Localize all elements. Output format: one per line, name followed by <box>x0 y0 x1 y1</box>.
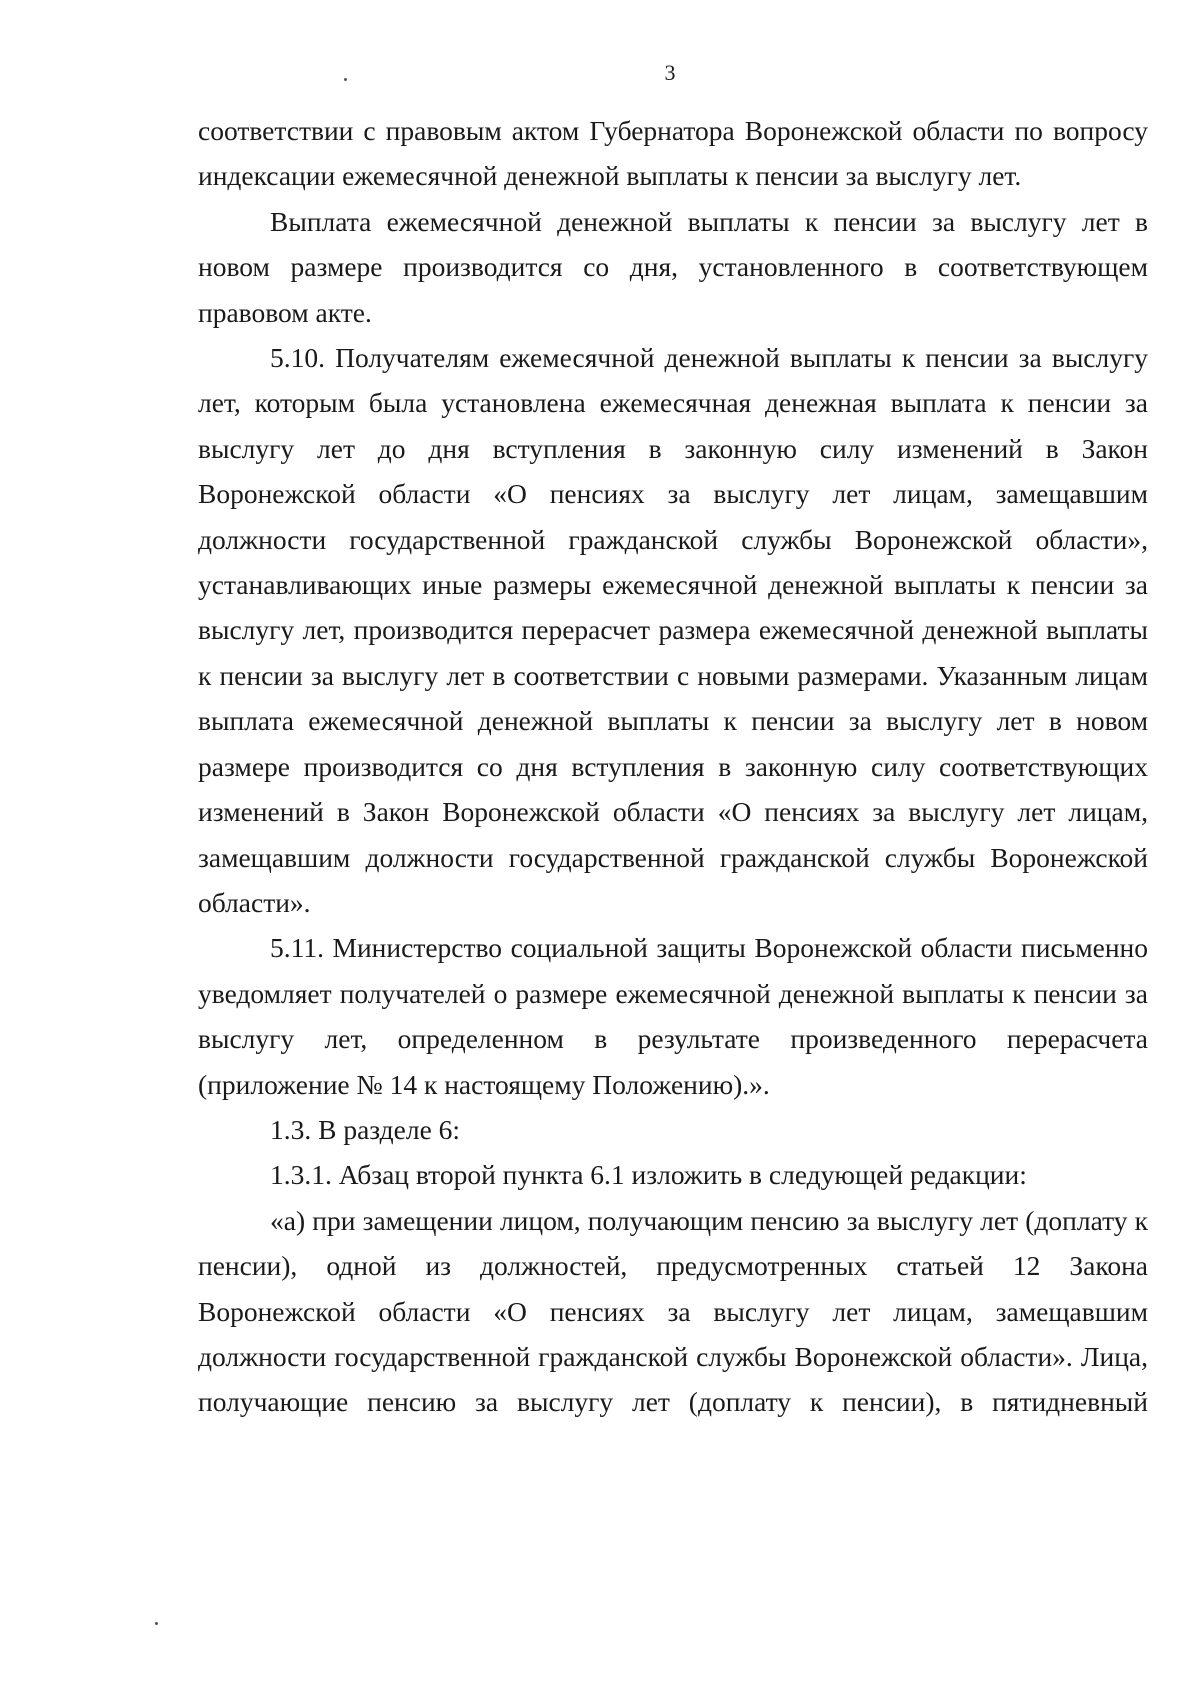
paragraph-continuation: соответствии с правовым актом Губернатора Воронежской области по вопросу индексации ежемесячной денежной выплаты к пенсии за выслугу лет. <box>198 115 1148 192</box>
paragraph-5-11: 5.11. Министерство социальной защиты Воронежской области письменно уведомляет получателей о размере ежемесячной денежной выплаты к пенсии за выслугу лет, определенном в результате произведенного перерасчета (приложение № 14 к настоящему Положению).». <box>198 932 1148 1100</box>
paragraph-1-3: 1.3. В разделе 6: <box>270 1113 461 1145</box>
scan-speck <box>344 78 347 81</box>
document-body <box>198 108 1148 1425</box>
paragraph-5-10: 5.10. Получателям ежемесячной денежной выплаты к пенсии за выслугу лет, которым была установлена ежемесячная денежная выплата к пенсии за выслугу лет до дня вступления в законную силу изменений в Закон Воронежской области «О пенсиях за выслугу лет лицам, замещавшим должности государственной гражданской службы Воронежской области», устанавливающих иные размеры ежемесячной денежной выплаты к пенсии за выслугу лет, производится перерасчет размера ежемесячной денежной выплаты к пенсии за выслугу лет в соответствии с новыми размерами. Указанным лицам выплата ежемесячной денежной выплаты к пенсии за выслугу лет в новом размере производится со дня вступления в законную силу соответствующих изменений в Закон Воронежской области «О пенсиях за выслугу лет лицам, замещавшим должности государственной гражданской службы Воронежской области». <box>198 342 1148 918</box>
scan-speck <box>155 1622 158 1625</box>
paragraph-quote-a: «а) при замещении лицом, получающим пенсию за выслугу лет (доплату к пенсии), одной из должностей, предусмотренных статьей 12 Закона Воронежской области «О пенсиях за выслугу лет лицам, замещавшим должности государственной гражданской службы Воронежской области». Лица, получающие пенсию за выслугу лет (доплату к пенсии), в пятидневный <box>198 1204 1148 1418</box>
paragraph-1-3-1: 1.3.1. Абзац второй пункта 6.1 изложить в следующей редакции: <box>270 1159 1027 1191</box>
paragraph-payment-new-size: Выплата ежемесячной денежной выплаты к пенсии за выслугу лет в новом размере производится со дня, установленного в соответствующем правовом акте. <box>198 205 1148 328</box>
page-number: 3 <box>664 60 676 85</box>
